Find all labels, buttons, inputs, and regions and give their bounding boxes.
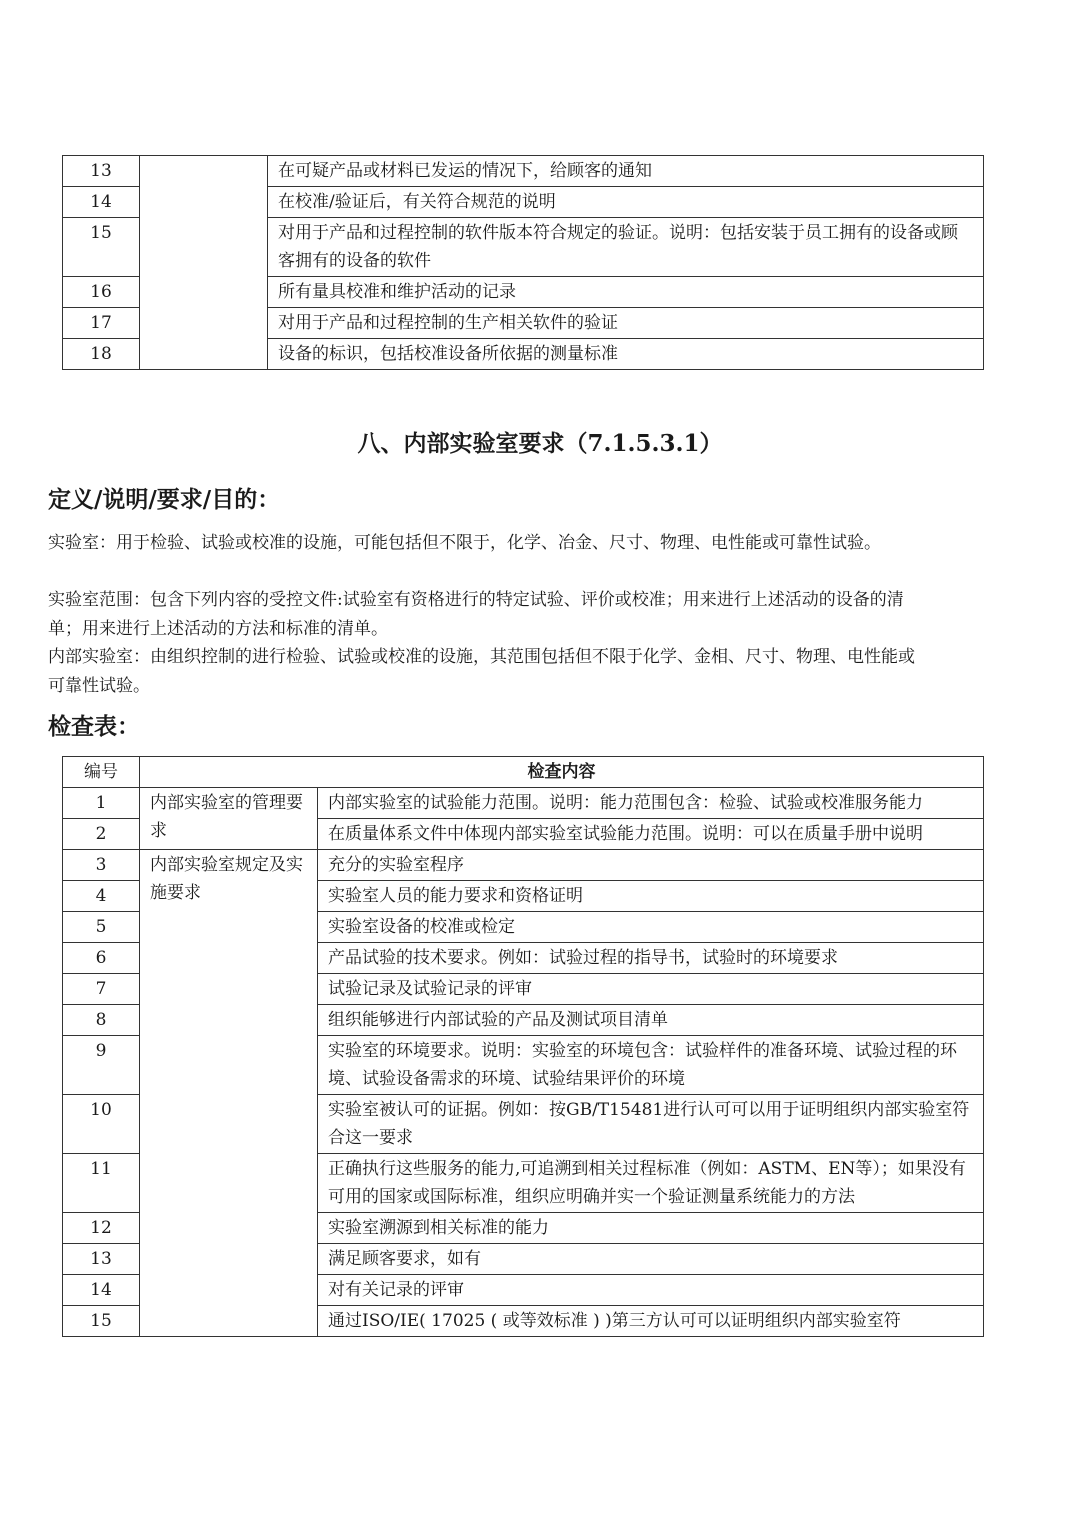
- row-number: 10: [63, 1095, 140, 1154]
- row-number: 14: [63, 187, 140, 218]
- row-number: 3: [63, 850, 140, 881]
- row-number: 14: [63, 1275, 140, 1306]
- header-content: 检查内容: [140, 757, 984, 788]
- row-number: 11: [63, 1154, 140, 1213]
- table-header-row: [63, 757, 984, 788]
- row-content: 在校准/验证后，有关符合规范的说明: [268, 187, 984, 218]
- table-row: [63, 788, 984, 819]
- checklist-table: [62, 756, 984, 1337]
- row-content: 满足顾客要求，如有: [318, 1244, 984, 1275]
- table-row: [63, 156, 984, 187]
- row-content: 试验记录及试验记录的评审: [318, 974, 984, 1005]
- equipment-records-table: [62, 155, 984, 370]
- row-number: 8: [63, 1005, 140, 1036]
- table-row: [63, 850, 984, 881]
- definition-laboratory-scope: 实验室范围：包含下列内容的受控文件:试验室有资格进行的特定试验、评价或校准；用来进行上述活动的设备的清单；用来进行上述活动的方法和标准的清单。: [48, 590, 904, 639]
- row-content: 对用于产品和过程控制的生产相关软件的验证: [268, 308, 984, 339]
- row-content: 组织能够进行内部试验的产品及测试项目清单: [318, 1005, 984, 1036]
- row-number: 2: [63, 819, 140, 850]
- row-content: 在可疑产品或材料已发运的情况下，给顾客的通知: [268, 156, 984, 187]
- row-content: 实验室的环境要求。说明：实验室的环境包含：试验样件的准备环境、试验过程的环境、试验设备需求的环境、试验结果评价的环境: [318, 1036, 984, 1095]
- row-number: 9: [63, 1036, 140, 1095]
- row-number: 18: [63, 339, 140, 370]
- group-label: 内部实验室的管理要求: [140, 788, 318, 850]
- row-number: 15: [63, 1306, 140, 1337]
- row-content: 实验室设备的校准或检定: [318, 912, 984, 943]
- row-content: 实验室人员的能力要求和资格证明: [318, 881, 984, 912]
- section-title: 八、内部实验室要求（7.1.5.3.1）: [357, 430, 723, 457]
- row-number: 6: [63, 943, 140, 974]
- group-label: 内部实验室规定及实施要求: [140, 850, 318, 1337]
- row-content: 通过ISO/IE( 17025 ( 或等效标准 ) )第三方认可可以证明组织内部实验室符: [318, 1306, 984, 1337]
- row-number: 13: [63, 1244, 140, 1275]
- row-number: 13: [63, 156, 140, 187]
- definition-laboratory: 实验室：用于检验、试验或校准的设施，可能包括但不限于，化学、冶金、尺寸、物理、电性能或可靠性试验。: [48, 533, 881, 553]
- row-content: 内部实验室的试验能力范围。说明：能力范围包含：检验、试验或校准服务能力: [318, 788, 984, 819]
- row-content: 充分的实验室程序: [318, 850, 984, 881]
- row-number: 4: [63, 881, 140, 912]
- row-content: 在质量体系文件中体现内部实验室试验能力范围。说明：可以在质量手册中说明: [318, 819, 984, 850]
- row-number: 16: [63, 277, 140, 308]
- row-number: 12: [63, 1213, 140, 1244]
- row-content: 实验室溯源到相关标准的能力: [318, 1213, 984, 1244]
- header-number: 编号: [63, 757, 140, 788]
- row-content: 对用于产品和过程控制的软件版本符合规定的验证。说明：包括安装于员工拥有的设备或顾客拥有的设备的软件: [268, 218, 984, 277]
- row-content: 对有关记录的评审: [318, 1275, 984, 1306]
- row-number: 5: [63, 912, 140, 943]
- row-content: 设备的标识，包括校准设备所依据的测量标准: [268, 339, 984, 370]
- row-content: 正确执行这些服务的能力,可追溯到相关过程标准（例如：ASTM、EN等）；如果没有可用的国家或国际标准，组织应明确并实一个验证测量系统能力的方法: [318, 1154, 984, 1213]
- row-number: 17: [63, 308, 140, 339]
- row-content: 实验室被认可的证据。例如：按GB/T15481进行认可可以用于证明组织内部实验室符合这一要求: [318, 1095, 984, 1154]
- category-cell: [140, 156, 268, 370]
- checklist-heading: 检查表：: [48, 713, 140, 740]
- row-number: 1: [63, 788, 140, 819]
- row-content: 所有量具校准和维护活动的记录: [268, 277, 984, 308]
- row-content: 产品试验的技术要求。例如：试验过程的指导书，试验时的环境要求: [318, 943, 984, 974]
- row-number: 7: [63, 974, 140, 1005]
- row-number: 15: [63, 218, 140, 277]
- definition-heading: 定义/说明/要求/目的：: [48, 486, 281, 513]
- definition-internal-laboratory: 内部实验室：由组织控制的进行检验、试验或校准的设施，其范围包括但不限于化学、金相、尺寸、物理、电性能或可靠性试验。: [48, 647, 915, 696]
